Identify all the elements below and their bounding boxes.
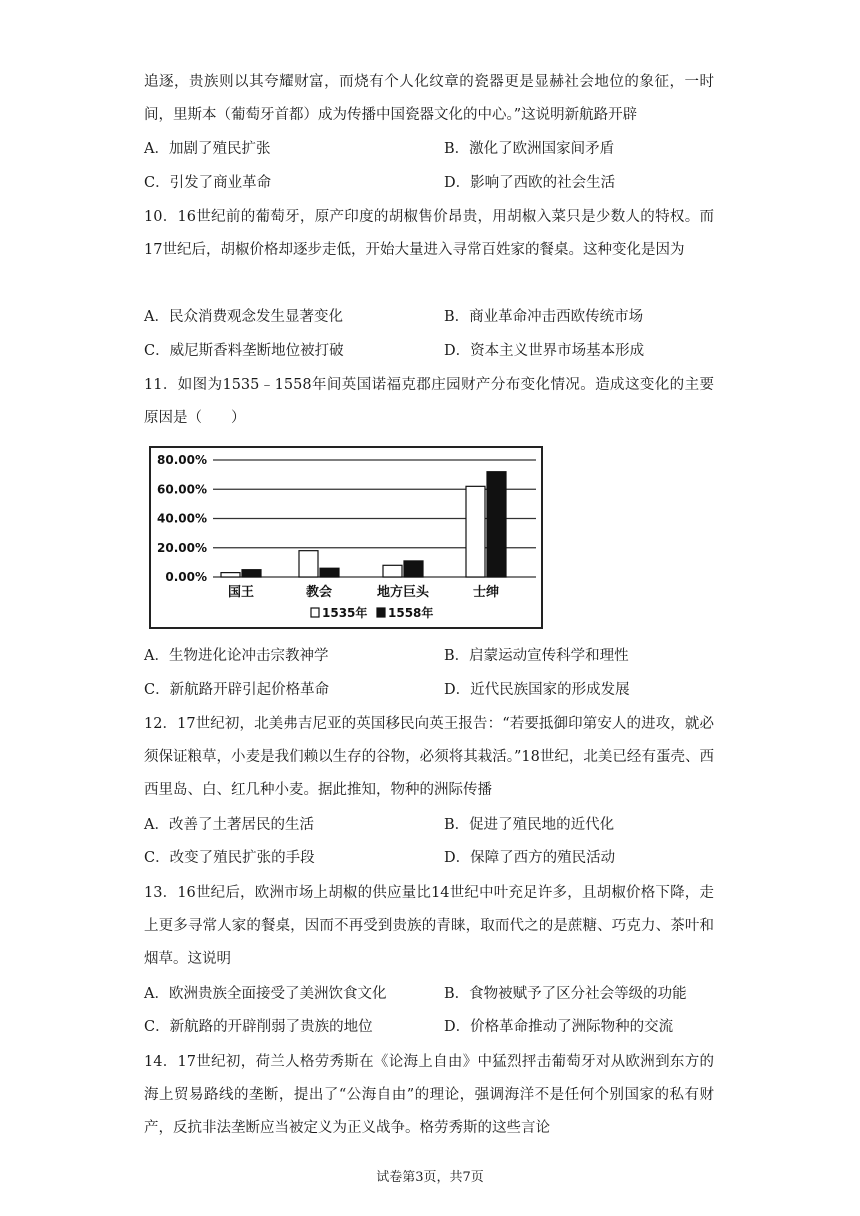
question-12-option-a[interactable]: A．改善了土著居民的生活 (144, 817, 314, 833)
legend-swatch (377, 608, 385, 617)
legend-swatch (311, 608, 319, 617)
bar (383, 565, 402, 577)
question-13-options-row-1 (144, 978, 714, 1011)
question-10-option-d[interactable]: D．资本主义世界市场基本形成 (444, 343, 645, 359)
bar (221, 573, 240, 577)
x-tick-label: 地方巨头 (376, 585, 430, 600)
question-10-stem: 10．16世纪前的葡萄牙，原产印度的胡椒售价昂贵，用胡椒入菜只是少数人的特权。而17世纪后，胡椒价格却逐步走低，开始大量进入寻常百姓家的餐桌。这种变化是因为 (144, 209, 714, 258)
legend-label: 1535年 (322, 606, 368, 620)
x-tick-label: 国王 (227, 585, 255, 600)
question-10-option-a[interactable]: A．民众消费观念发生显著变化 (144, 309, 343, 325)
question-9-option-d[interactable]: D．影响了西欧的社会生活 (444, 175, 616, 191)
question-9-option-a[interactable]: A．加剧了殖民扩张 (144, 141, 271, 157)
question-11-stem: 11．如图为1535﹣1558年间英国诺福克郡庄园财产分布变化情况。造成这变化的主要原因是（ ） (144, 377, 714, 426)
question-11-option-b[interactable]: B．启蒙运动宣传科学和理性 (444, 648, 629, 664)
question-13-stem: 13．16世纪后，欧洲市场上胡椒的供应量比14世纪中叶充足许多，且胡椒价格下降，走上更多寻常人家的餐桌，因而不再受到贵族的青睐，取而代之的是蔗糖、巧克力、茶叶和烟草。这说明 (144, 885, 714, 967)
question-13-option-a[interactable]: A．欧洲贵族全面接受了美洲饮食文化 (144, 986, 387, 1002)
y-tick-label: 60.00% (157, 482, 207, 497)
question-12-options-row-1 (144, 809, 714, 842)
question-12-option-d[interactable]: D．保障了西方的殖民活动 (444, 850, 616, 866)
question-9-option-c[interactable]: C．引发了商业革命 (144, 175, 272, 191)
y-tick-label: 40.00% (157, 511, 207, 526)
question-9-options-row-2 (144, 167, 714, 200)
legend-label: 1558年 (388, 606, 434, 620)
x-tick-label: 教会 (305, 585, 333, 600)
question-11-option-a[interactable]: A．生物进化论冲击宗教神学 (144, 648, 329, 664)
question-11-options-row-2 (144, 674, 714, 707)
question-11-options-row-1 (144, 640, 714, 673)
bar (299, 551, 318, 577)
bar (466, 486, 485, 577)
question-10-options-row-2 (144, 335, 714, 368)
bar-chart-frame (149, 446, 543, 629)
page-footer: 试卷第3页，共7页 (376, 1170, 484, 1185)
bar-chart (151, 448, 541, 627)
question-12-option-b[interactable]: B．促进了殖民地的近代化 (444, 817, 615, 833)
question-10-option-b[interactable]: B．商业革命冲击西欧传统市场 (444, 309, 644, 325)
question-13-option-d[interactable]: D．价格革命推动了洲际物种的交流 (444, 1019, 674, 1035)
question-10-option-c[interactable]: C．威尼斯香料垄断地位被打破 (144, 343, 344, 359)
y-tick-label: 20.00% (157, 540, 207, 555)
question-10-options-row-1 (144, 301, 714, 334)
question-9-stem: 追逐，贵族则以其夸耀财富，而烧有个人化纹章的瓷器更是显赫社会地位的象征，一时间，里斯本（葡萄牙首都）成为传播中国瓷器文化的中心。”这说明新航路开辟 (144, 74, 714, 123)
bar (320, 568, 339, 577)
question-12-stem: 12．17世纪初，北美弗吉尼亚的英国移民向英王报告：“若要抵御印第安人的进攻，就必须保证粮草，小麦是我们赖以生存的谷物，必须将其栽活。”18世纪，北美已经有蛋壳、西西里岛、白、红几种小麦。据此推知，物种的洲际传播 (144, 716, 714, 798)
bar (487, 472, 506, 577)
question-13-option-c[interactable]: C．新航路的开辟削弱了贵族的地位 (144, 1019, 373, 1035)
y-tick-label: 0.00% (165, 570, 207, 584)
question-9-options-row-1 (144, 133, 714, 166)
question-13-options-row-2 (144, 1011, 714, 1044)
question-11-option-c[interactable]: C．新航路开辟引起价格革命 (144, 682, 330, 698)
question-9-option-b[interactable]: B．激化了欧洲国家间矛盾 (444, 141, 615, 157)
bar (242, 570, 261, 577)
question-11-option-d[interactable]: D．近代民族国家的形成发展 (444, 682, 630, 698)
y-tick-label: 80.00% (157, 453, 207, 467)
bar (404, 561, 423, 577)
question-12-options-row-2 (144, 842, 714, 875)
question-13-option-b[interactable]: B．食物被赋予了区分社会等级的功能 (444, 986, 687, 1002)
question-12-option-c[interactable]: C．改变了殖民扩张的手段 (144, 850, 315, 866)
x-tick-label: 士绅 (472, 585, 500, 600)
question-14-stem: 14．17世纪初，荷兰人格劳秀斯在《论海上自由》中猛烈抨击葡萄牙对从欧洲到东方的海上贸易路线的垄断，提出了“公海自由”的理论，强调海洋不是任何个别国家的私有财产，反抗非法垄断应当被定义为正义战争。格劳秀斯的这些言论 (144, 1054, 714, 1136)
